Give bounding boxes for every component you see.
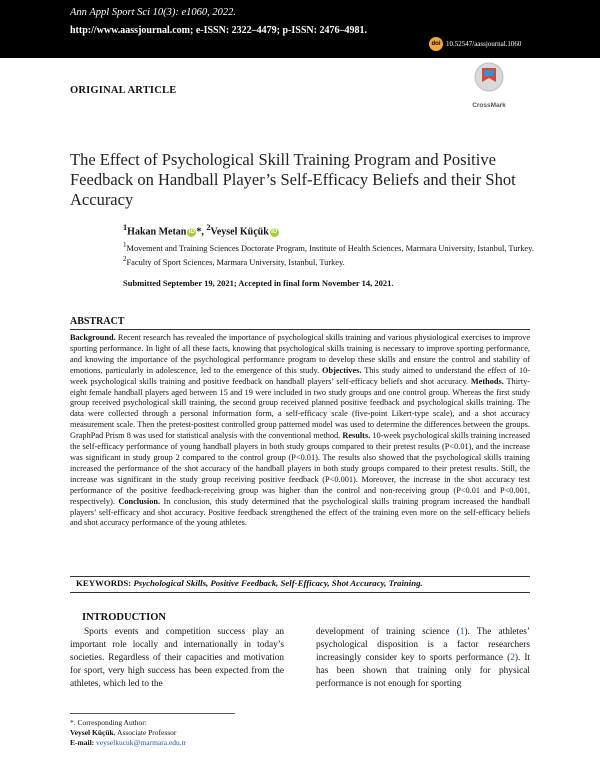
keywords-list: Psychological Skills, Positive Feedback, Self-Efficacy, Shot Accuracy, Training. xyxy=(131,578,423,588)
abstract-methods: Thirty-eight female handball players aged between 15 and 19 were included in two study groups and one control group. Whereas the first study group received psychological skill training, the second group received planned positive feedback and psychological skills training. The data were collected through a personal information form, a self-efficacy scale (five-point Likert-type scale), and a shot accuracy measurement scale. Then the pretest-posttest controlled group patterned model was used to determine the differences between the groups. GraphPad Prism 8 was used for statistical analysis with the conventional method. xyxy=(70,376,530,441)
article-title: The Effect of Psychological Skill Training Program and Positive Feedback on Handball Player’s Self-Efficacy Beliefs and their Shot Accuracy xyxy=(70,150,516,209)
author-2-name: Veysel Küçük xyxy=(210,226,269,238)
abstract-objectives-label: Objectives. xyxy=(322,365,362,375)
keywords-label: KEYWORDS: xyxy=(76,578,132,588)
intro-right-text-3: ). It has been shown that training only for physical performance is not enough for sporting xyxy=(316,653,530,689)
abstract-background: Recent research has revealed the importance of psychological skills training and various physiological exercises to improve sporting performance. In light of all these facts, knowing that psychological skills training is necessary to improve sporting performance, and knowing the importance of the psychological performance program to develop these skills and ensure the control and stability of emotions, particularly in adolescence, led to the emergence of this study. xyxy=(70,333,530,375)
footnote-divider xyxy=(70,713,235,714)
corresponding-role: , Associate Professor xyxy=(113,728,177,737)
author-2-number: 2 xyxy=(206,223,211,232)
intro-right-text-2: ). The athletes’ psychological disposition is a factor researchers increasingly consider key to sports performance ( xyxy=(316,627,530,663)
crossmark-label: CrossMark xyxy=(472,102,506,109)
orcid-icon[interactable]: iD xyxy=(271,229,278,236)
crossmark-badge[interactable] xyxy=(467,62,511,109)
journal-issn: http://www.aassjournal.com; e-ISSN: 2322–4479; p-ISSN: 2476–4981. xyxy=(70,25,367,36)
corresponding-author xyxy=(70,728,186,738)
abstract-objectives: This study aimed to understand the effect of 10-week psychological skills training and positive feedback on handball players’ self-efficacy beliefs and shot accuracy. xyxy=(70,365,531,386)
author-1-number: 1 xyxy=(123,223,128,232)
submission-dates: Submitted September 19, 2021; Accepted in final form November 14, 2021. xyxy=(123,278,394,288)
author-list xyxy=(123,223,279,237)
journal-citation xyxy=(70,7,236,18)
email-label: E-mail: xyxy=(70,738,95,747)
journal-volume: 10(3): e1060, 2022. xyxy=(152,7,237,18)
doi-icon: doi xyxy=(429,37,443,51)
keywords xyxy=(76,578,423,588)
corresponding-name: Veysel Küçük xyxy=(70,728,114,737)
abstract-background-label: Background. xyxy=(70,333,116,342)
author-1-suffix: *, xyxy=(196,226,207,238)
doi-link[interactable] xyxy=(429,37,521,51)
affiliation-1: Movement and Training Sciences Doctorate Program, Institute of Health Sciences, Marmara University, Istanbul, Turkey. xyxy=(126,243,534,253)
crossmark-icon xyxy=(474,62,504,96)
introduction-right-column xyxy=(316,626,530,691)
author-1-name: Hakan Metan xyxy=(127,226,187,238)
orcid-icon[interactable]: iD xyxy=(188,229,195,236)
intro-right-text-1: development of training science ( xyxy=(316,627,460,637)
affiliations xyxy=(123,240,535,268)
abstract-divider xyxy=(70,329,530,330)
article-type: ORIGINAL ARTICLE xyxy=(70,85,177,96)
abstract-results-label: Results. xyxy=(342,431,371,441)
abstract-conclusion: In conclusion, this study determined that the psychological skills training program increased the handball players’ self-efficacy and shot accuracy. Positive feedback strengthened the effect of the training even more on the self-efficacy beliefs and shot accuracy performance of the young athletes. xyxy=(70,496,530,528)
journal-name: Ann Appl Sport Sci xyxy=(70,7,151,18)
abstract-methods-label: Methods. xyxy=(470,376,504,386)
corresponding-author-footnote xyxy=(70,718,186,748)
abstract-heading: ABSTRACT xyxy=(70,316,125,327)
reference-link-2[interactable]: 2 xyxy=(510,653,515,663)
introduction-left-column: Sports events and competition success play an important role locally and internationally in today’s societies. Regardless of their capacities and motivation for sport, very high success has been expected from the athletes, which led to the xyxy=(70,627,284,689)
reference-link-1[interactable]: 1 xyxy=(459,627,465,637)
email-link[interactable]: veyselkucuk@marmara.edu.tr xyxy=(94,738,187,747)
abstract-conclusion-label: Conclusion. xyxy=(118,496,161,506)
affiliation-2: Faculty of Sport Sciences, Marmara University, Istanbul, Turkey. xyxy=(126,257,345,267)
affiliation-2-number: 2 xyxy=(123,254,127,263)
abstract-body xyxy=(70,333,530,529)
journal-header-bar xyxy=(0,0,600,58)
doi-text[interactable]: 10.52547/aassjournal.1060 xyxy=(446,40,522,48)
affiliation-1-number: 1 xyxy=(123,241,127,249)
introduction-heading: INTRODUCTION xyxy=(82,612,167,623)
corresponding-email-line xyxy=(70,738,186,748)
abstract-results: 10-week psychological skills training increased the self-efficacy performance of young handball players in both study groups compared to their pretest results (P<0.01), and the increase was significant in study group 2 compared to the control group (P<0.01). The results also showed that the psychological skills training increased the performance of the shot accuracy of the handball players in both study groups compared to their pretest results. Still, the increase was significant in the study group receiving positive feedback (P<0.001). Moreover, the increase in the shot accuracy test performance of the positive feedback-receiving group was higher than the control and non-receiving group (P<0.01 and P<0.001, respectively). xyxy=(70,431,531,506)
corresponding-label: *. Corresponding Author: xyxy=(70,718,147,727)
